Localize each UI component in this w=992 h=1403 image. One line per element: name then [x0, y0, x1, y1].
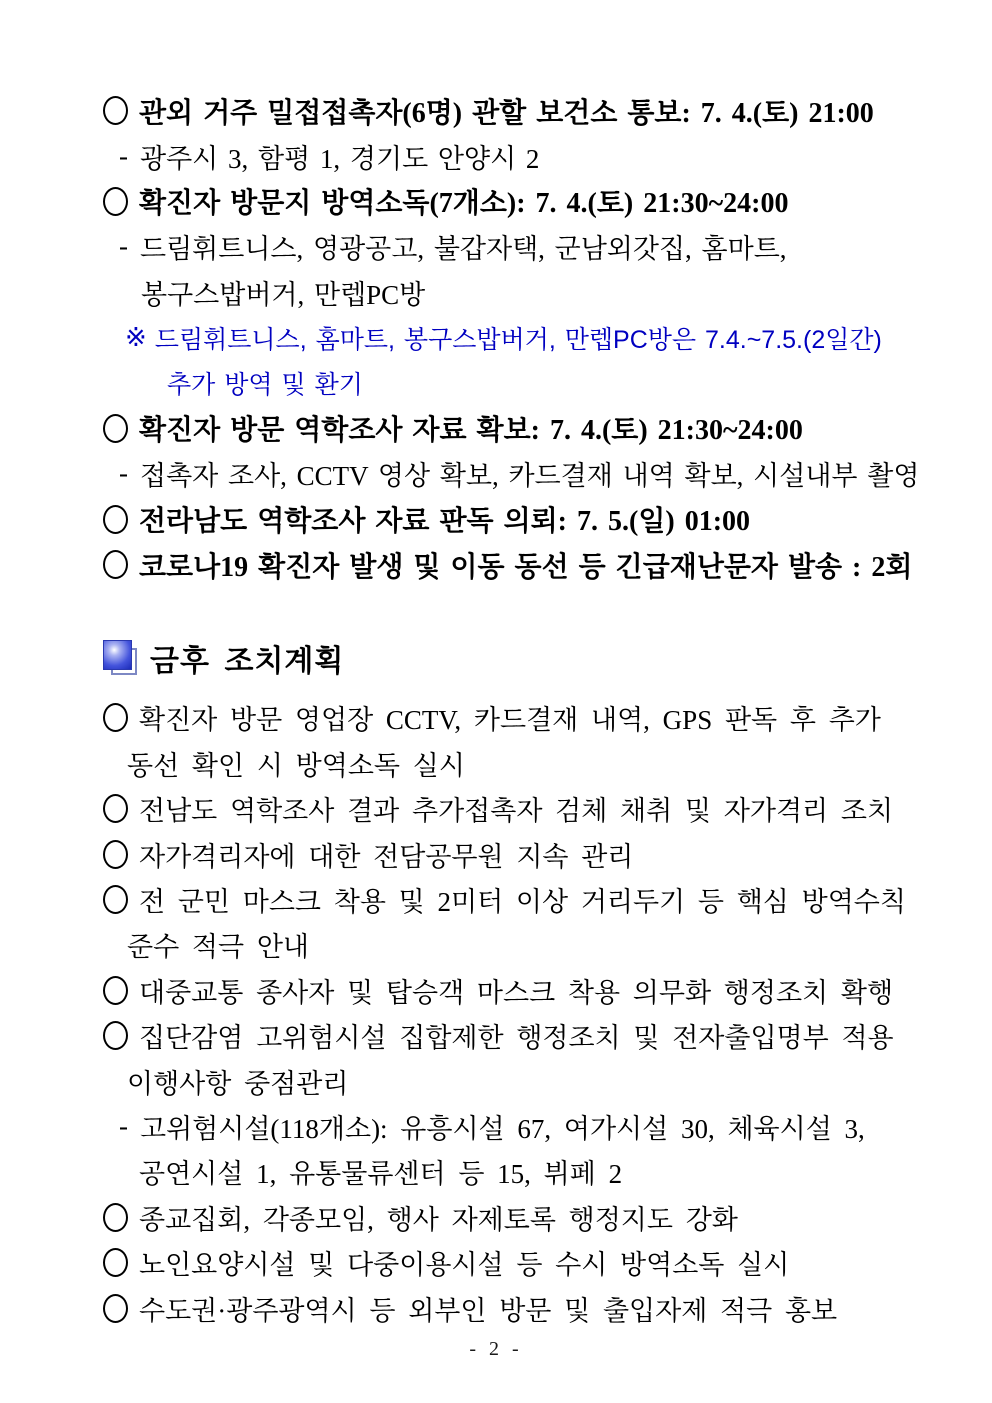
list-item	[103, 497, 952, 542]
circle-bullet-icon	[103, 976, 128, 1005]
list-subitem	[103, 451, 952, 496]
item-text: 전라남도 역학조사 자료 판독 의뢰: 7. 5.(일) 01:00	[139, 506, 751, 538]
document-content	[103, 88, 952, 1331]
circle-bullet-icon	[103, 794, 128, 823]
item-text: 고위험시설(118개소): 유흥시설 67, 여가시설 30, 체육시설 3,	[140, 1114, 865, 1144]
item-text: 공연시설 1, 유통물류센터 등 15, 뷔페 2	[139, 1159, 623, 1190]
list-item	[103, 695, 952, 740]
list-subitem	[103, 1104, 952, 1149]
list-item-continuation	[103, 741, 952, 786]
reference-note	[103, 315, 952, 360]
item-text: 준수 적극 안내	[127, 932, 309, 963]
item-text: 드림휘트니스, 영광공고, 불갑자택, 군남외갓집, 홈마트,	[140, 234, 787, 265]
section-plan	[103, 695, 952, 1330]
section-actions	[103, 88, 952, 587]
section-title: 금후 조치계획	[150, 645, 345, 679]
item-text: 동선 확인 시 방역소독 실시	[127, 750, 465, 781]
item-text: 전 군민 마스크 착용 및 2미터 이상 거리두기 등 핵심 방역수칙	[139, 887, 906, 918]
list-subitem-continuation	[103, 270, 952, 315]
item-text: 종교집회, 각종모임, 행사 자제토록 행정지도 강화	[139, 1204, 738, 1235]
circle-bullet-icon	[103, 1248, 128, 1277]
dash-icon: -	[119, 1111, 128, 1141]
circle-bullet-icon	[103, 885, 128, 914]
item-text: 봉구스밥버거, 만렙PC방	[141, 279, 426, 310]
list-subitem-continuation	[103, 1149, 952, 1194]
list-item	[103, 1240, 952, 1285]
reference-mark-icon: ※	[125, 322, 147, 353]
list-item	[103, 1195, 952, 1240]
item-text: 코로나19 확진자 발생 및 이동 동선 등 긴급재난문자 발송 : 2회	[139, 551, 913, 583]
item-text: 관외 거주 밀접접촉자(6명) 관할 보건소 통보: 7. 4.(토) 21:00	[139, 97, 874, 129]
circle-bullet-icon	[103, 96, 128, 125]
circle-bullet-icon	[103, 414, 128, 443]
dash-icon: -	[119, 140, 128, 171]
dash-icon: -	[119, 458, 128, 489]
circle-bullet-icon	[103, 840, 128, 869]
circle-bullet-icon	[103, 1294, 128, 1323]
item-text: 확진자 방문 역학조사 자료 확보: 7. 4.(토) 21:30~24:00	[139, 415, 803, 447]
reference-note-continuation	[103, 360, 952, 405]
item-text: 광주시 3, 함평 1, 경기도 안양시 2	[140, 143, 540, 174]
list-item	[103, 831, 952, 876]
list-item	[103, 1013, 952, 1058]
dash-icon: -	[119, 231, 128, 262]
item-text: 노인요양시설 및 다중이용시설 등 수시 방역소독 실시	[139, 1250, 790, 1281]
list-item	[103, 179, 952, 224]
list-item-continuation	[103, 1058, 952, 1103]
list-item	[103, 88, 952, 133]
item-text: 접촉자 조사, CCTV 영상 확보, 카드결재 내역 확보, 시설내부 촬영	[140, 461, 920, 492]
item-text: 확진자 방문 영업장 CCTV, 카드결재 내역, GPS 판독 후 추가	[139, 705, 881, 736]
item-text: 자가격리자에 대한 전담공무원 지속 관리	[139, 841, 634, 872]
page-number: - 2 -	[469, 1338, 523, 1360]
blue-square-icon-face	[103, 640, 132, 670]
list-item-continuation	[103, 922, 952, 967]
section-header	[103, 635, 952, 681]
item-text: 확진자 방문지 방역소독(7개소): 7. 4.(토) 21:30~24:00	[139, 188, 789, 220]
note-text: 추가 방역 및 환기	[167, 371, 363, 400]
list-item	[103, 542, 952, 587]
list-item	[103, 786, 952, 831]
list-subitem	[103, 133, 952, 178]
list-item	[103, 1285, 952, 1330]
circle-bullet-icon	[103, 703, 128, 732]
circle-bullet-icon	[103, 1021, 128, 1050]
blue-square-icon	[103, 640, 137, 676]
circle-bullet-icon	[103, 505, 128, 534]
note-text: 드림휘트니스, 홈마트, 봉구스밥버거, 만렙PC방은 7.4.~7.5.(2일간)	[154, 325, 882, 354]
list-item	[103, 968, 952, 1013]
item-text: 집단감염 고위험시설 집합제한 행정조치 및 전자출입명부 적용	[139, 1023, 894, 1054]
list-item	[103, 877, 952, 922]
item-text: 전남도 역학조사 결과 추가접촉자 검체 채취 및 자가격리 조치	[139, 796, 894, 827]
list-subitem	[103, 224, 952, 269]
circle-bullet-icon	[103, 1203, 128, 1232]
circle-bullet-icon	[103, 187, 128, 216]
item-text: 대중교통 종사자 및 탑승객 마스크 착용 의무화 행정조치 확행	[139, 977, 894, 1008]
circle-bullet-icon	[103, 550, 128, 579]
item-text: 수도권·광주광역시 등 외부인 방문 및 출입자제 적극 홍보	[139, 1295, 838, 1326]
list-item	[103, 406, 952, 451]
item-text: 이행사항 중점관리	[127, 1068, 349, 1099]
